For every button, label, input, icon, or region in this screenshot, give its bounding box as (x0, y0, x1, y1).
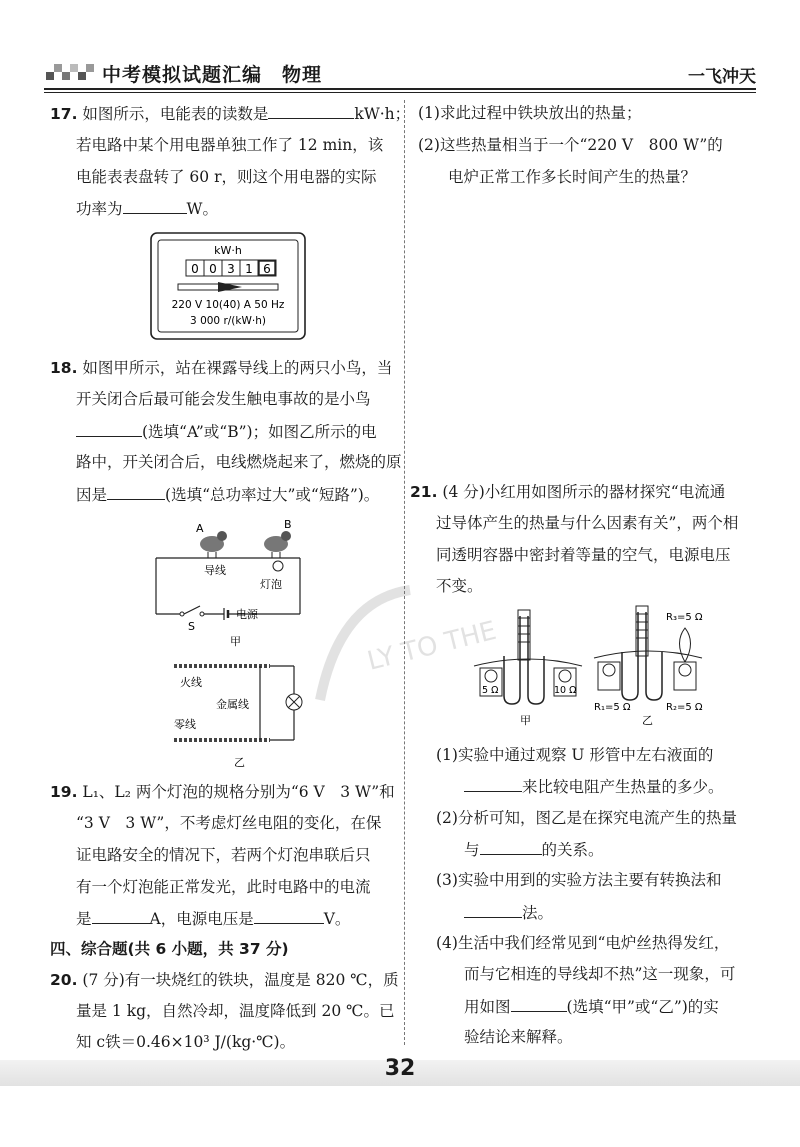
switch-label: S (188, 620, 195, 633)
q18-line-3: (选填“A”或“B”)；如图乙所示的电 (76, 421, 377, 442)
q18-line-5: 因是 (选填“总功率过大”或“短路”)。 (76, 486, 380, 504)
q21-sub-1: (1)实验中通过观察 U 形管中左右液面的 (436, 746, 714, 764)
q19-line-1: 19. L₁、L₂ 两个灯泡的规格分别为“6 V 3 W”和 (50, 783, 395, 801)
fig-jia-caption: 甲 (230, 635, 241, 648)
q17-line-3: 电能表表盘转了 60 r，则这个用电器的实际 (76, 168, 377, 186)
meter-digit-4: 1 (245, 262, 253, 276)
caption-yi: 乙 (642, 714, 653, 727)
q21-blank-2[interactable] (480, 839, 542, 855)
meter-spec-2: 3 000 r/(kW·h) (190, 315, 266, 327)
wire-label: 导线 (204, 564, 226, 577)
q19-line-3: 证电路安全的情况下，若两个灯泡串联后只 (76, 846, 371, 864)
r-right-label: 10 Ω (554, 685, 577, 696)
q17-line-1: 17. 如图所示，电能表的读数是 kW·h； (50, 105, 411, 123)
q20-sub-3: 电炉正常工作多长时间产生的热量？ (448, 168, 697, 186)
watermark-text: LY TO THE (364, 615, 500, 677)
q21-sub-4c: 用如图 (选填“甲”或“乙”)的实 (464, 998, 719, 1016)
q18-line-4: 路中，开关闭合后，电线燃烧起来了，燃烧的原 (76, 453, 402, 471)
header-title: 中考模拟试题汇编 物理 (102, 64, 323, 86)
q19-blank-1[interactable] (92, 908, 150, 924)
q21-line-4: 不变。 (436, 577, 483, 595)
q21-line-2: 过导体产生的热量与什么因素有关”，两个相 (436, 514, 739, 532)
q21-blank-4[interactable] (511, 996, 567, 1012)
q20-number: 20. (50, 971, 78, 989)
q21-sub-4: (4)生活中我们经常见到“电炉丝热得发红， (436, 934, 730, 952)
r3-label: R₃=5 Ω (666, 612, 703, 623)
q18-number: 18. (50, 359, 78, 377)
q18-line-2: 开关闭合后最可能会发生触电事故的是小鸟 (76, 390, 371, 408)
live-wire-label: 火线 (180, 676, 202, 689)
q21-sub-2: (2)分析可知，图乙是在探究电流产生的热量 (436, 809, 737, 827)
q19-line-2: “3 V 3 W”，不考虑灯丝电阻的变化，在保 (76, 814, 382, 832)
bulb-icon (273, 561, 283, 571)
bird-a-label: A (196, 522, 204, 535)
bulb-label: 灯泡 (260, 578, 282, 591)
q20-line-1: 20. (7 分)有一块烧红的铁块，温度是 820 ℃，质 (50, 971, 399, 989)
header-rule-thin (44, 92, 756, 93)
q21-sub-3b: 法。 (464, 902, 553, 923)
q19-line-4: 有一个灯泡能正常发光，此时电路中的电流 (76, 878, 371, 896)
r-left-label: 5 Ω (482, 685, 499, 696)
meter-spec-1: 220 V 10(40) A 50 Hz (171, 299, 285, 311)
header-brand: 一飞冲天 (688, 67, 756, 87)
q19-number: 19. (50, 783, 78, 801)
watermark (300, 560, 720, 720)
q17-line-4: 功率为 W。 (76, 200, 218, 218)
circuit-figure-yi (160, 656, 320, 772)
q19-blank-2[interactable] (254, 908, 324, 924)
circuit-figure-jia (150, 514, 320, 650)
q20-line-3: 知 c铁＝0.46×10³ J/(kg·℃)。 (76, 1033, 296, 1051)
q21-sub-2b: 与 的关系。 (464, 841, 604, 859)
r2-label: R₂=5 Ω (666, 702, 703, 713)
meter-digit-3: 3 (227, 262, 235, 276)
energy-meter-figure (150, 232, 306, 340)
q17-blank-2[interactable] (123, 198, 187, 214)
meter-digit-5: 6 (263, 262, 271, 276)
q21-line-3: 同透明容器中密封着等量的空气，电源电压 (436, 546, 731, 564)
page-number: 32 (384, 1056, 416, 1081)
q21-sub-4d: 验结论来解释。 (464, 1028, 573, 1046)
q20-sub-2: (2)这些热量相当于一个“220 V 800 W”的 (418, 136, 723, 154)
q21-blank-1[interactable] (464, 776, 522, 792)
q18-blank-1[interactable] (76, 421, 142, 437)
q21-blank-3[interactable] (464, 902, 522, 918)
q18-blank-2[interactable] (107, 484, 165, 500)
bird-b-label: B (284, 518, 292, 531)
q17-line-2: 若电路中某个用电器单独工作了 12 min，该 (76, 136, 384, 154)
q18-line-1: 18. 如图甲所示，站在裸露导线上的两只小鸟，当 (50, 359, 393, 377)
q21-sub-3: (3)实验中用到的实验方法主要有转换法和 (436, 871, 722, 889)
fig-yi-caption: 乙 (234, 756, 245, 769)
meter-digit-1: 0 (191, 262, 199, 276)
metal-wire-label: 金属线 (216, 698, 249, 711)
neutral-wire-label: 零线 (174, 718, 196, 731)
header-rule (44, 88, 756, 90)
section-4-title: 四、综合题(共 6 小题，共 37 分) (50, 940, 289, 958)
q20-sub-1: (1)求此过程中铁块放出的热量； (418, 104, 642, 122)
q21-sub-1b: 来比较电阻产生热量的多少。 (464, 776, 724, 797)
q20-line-2: 量是 1 kg，自然冷却，温度降低到 20 ℃。已 (76, 1002, 395, 1020)
r1-label: R₁=5 Ω (594, 702, 631, 713)
bird-a-icon (200, 531, 227, 558)
q21-sub-4b: 而与它相连的导线却不热”这一现象，可 (464, 965, 736, 983)
caption-jia: 甲 (520, 714, 531, 727)
q21-number: 21. (410, 483, 438, 501)
q19-line-5: 是 A，电源电压是 V。 (76, 910, 351, 928)
q21-line-1: 21. (4 分)小红用如图所示的器材探究“电流通 (410, 483, 726, 501)
meter-unit: kW·h (214, 244, 242, 257)
bird-b-icon (264, 531, 291, 558)
source-label: 电源 (236, 608, 258, 621)
q17-number: 17. (50, 105, 78, 123)
q17-blank-1[interactable] (268, 103, 354, 119)
meter-digit-2: 0 (209, 262, 217, 276)
header-logo-pattern (46, 58, 94, 86)
